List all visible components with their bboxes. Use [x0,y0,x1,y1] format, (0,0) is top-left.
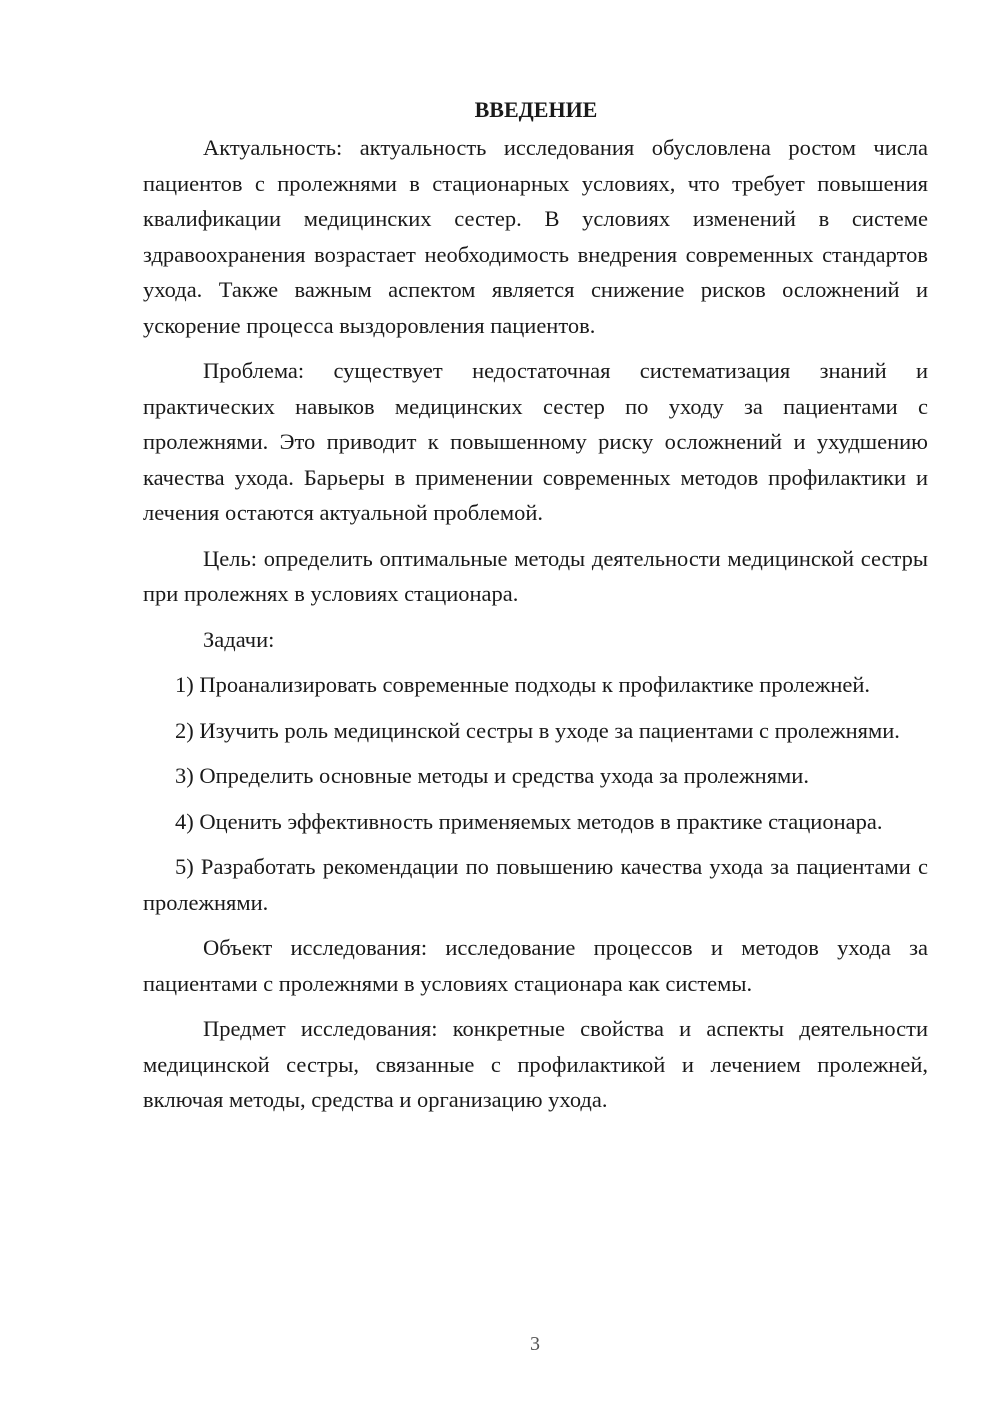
task-item-1: 1) Проанализировать современные подходы к профилактике пролежней. [175,672,871,697]
document-page [143,92,928,1118]
paragraph-problem: Проблема: существует недостаточная систематизация знаний и практических навыков медицинских сестер по уходу за пациентами с пролежнями. Это приводит к повышенному риску осложнений и ухудшению качества ухода. Барьеры в применении современных методов профилактики и лечения остаются актуальной проблемой. [143,358,928,525]
paragraph-object: Объект исследования: исследование процессов и методов ухода за пациентами с пролежнями в условиях стационара как системы. [143,935,928,996]
paragraph-subject: Предмет исследования: конкретные свойства и аспекты деятельности медицинской сестры, связанные с профилактикой и лечением пролежней, включая методы, средства и организацию ухода. [143,1016,928,1112]
paragraph-goal: Цель: определить оптимальные методы деятельности медицинской сестры при пролежнях в условиях стационара. [143,545,928,606]
task-item-3: 3) Определить основные методы и средства ухода за пролежнями. [175,763,809,788]
task-item-4: 4) Оценить эффективность применяемых методов в практике стационара. [175,808,883,834]
page-number: 3 [530,1333,540,1355]
tasks-heading: Задачи: [203,626,275,652]
task-item-2: 2) Изучить роль медицинской сестры в уходе за пациентами с пролежнями. [175,717,900,743]
paragraph-relevance: Актуальность: актуальность исследования обусловлена ростом числа пациентов с пролежнями в стационарных условиях, что требует повышения квалификации медицинских сестер. В условиях изменений в системе здравоохранения возрастает необходимость внедрения современных стандартов ухода. Также важным аспектом является снижение рисков осложнений и ускорение процесса выздоровления пациентов. [143,135,928,338]
page-title: ВВЕДЕНИЕ [474,97,598,122]
task-item-5: 5) Разработать рекомендации по повышению качества ухода за пациентами с пролежнями. [143,854,928,915]
